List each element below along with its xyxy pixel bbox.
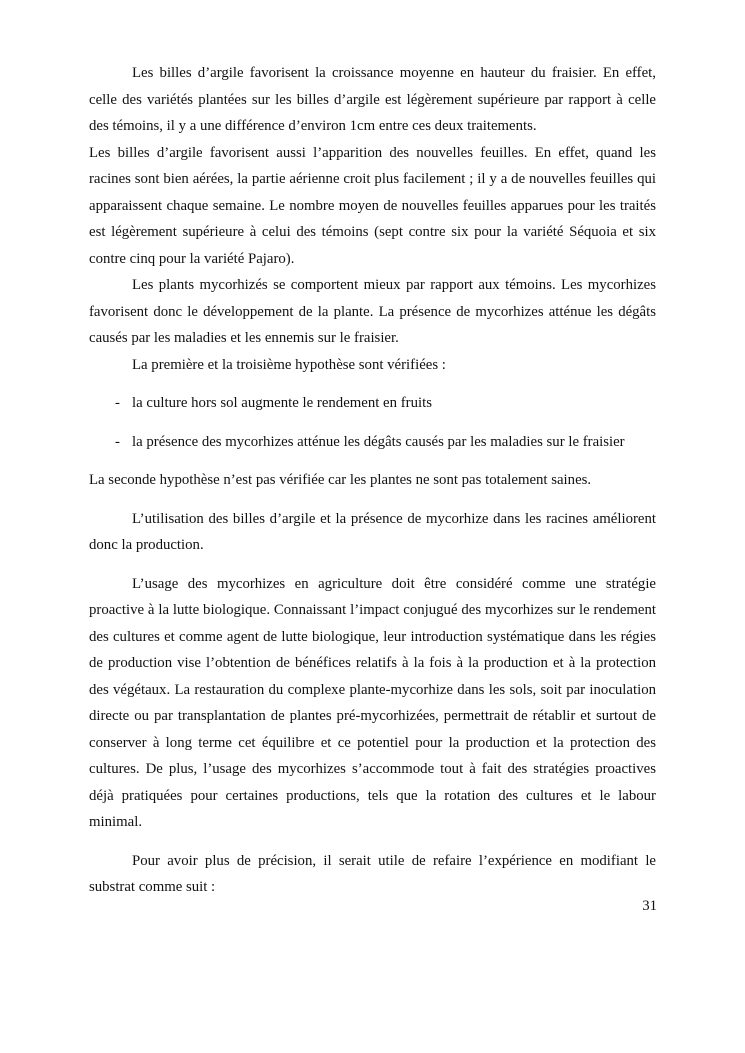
paragraph: Les billes d’argile favorisent la croissance moyenne en hauteur du fraisier. En effet, celle des variétés plantées sur les billes d’argile est légèrement supérieure par rapport à celle des témoins, il y a une différence d’environ 1cm entre ces deux traitements.	[89, 65, 656, 134]
page-number: 31	[642, 898, 657, 914]
paragraph: Pour avoir plus de précision, il serait utile de refaire l’expérience en modifiant le substrat comme suit :	[89, 852, 656, 895]
paragraph: Les billes d’argile favorisent aussi l’apparition des nouvelles feuilles. En effet, quand les racines sont bien aérées, la partie aérienne croit plus facilement ; il y a de nouvelles feuilles qui apparaissent chaque semaine. Le nombre moyen de nouvelles feuilles apparues pour les traités est légèrement supérieure à celui des témoins (sept contre six pour la variété Séquoia et six contre cinq pour la variété Pajaro).	[89, 144, 656, 267]
paragraph: La seconde hypothèse n’est pas vérifiée car les plantes ne sont pas totalement saines.	[89, 472, 592, 488]
list-dash-marker: -	[115, 395, 120, 411]
list-dash-marker: -	[115, 433, 120, 450]
paragraph: Les plants mycorhizés se comportent mieux par rapport aux témoins. Les mycorhizes favorisent donc le développement de la plante. La présence de mycorhizes atténue les dégâts causés par les maladies et les ennemis sur le fraisier.	[89, 277, 656, 346]
list-item-text: la culture hors sol augmente le rendement en fruits	[132, 395, 432, 411]
paragraph: L’utilisation des billes d’argile et la présence de mycorhize dans les racines améliorent donc la production.	[89, 510, 656, 553]
list-item	[89, 390, 656, 417]
list-item-text: la présence des mycorhizes atténue les dégâts causés par les maladies sur le fraisier	[132, 433, 625, 450]
list-item	[89, 429, 656, 456]
paragraph-hypotheses-intro: La première et la troisième hypothèse sont vérifiées :	[132, 356, 446, 373]
page-body	[89, 60, 656, 901]
paragraph: L’usage des mycorhizes en agriculture doit être considéré comme une stratégie proactive à la lutte biologique. Connaissant l’impact conjugué des mycorhizes sur le rendement des cultures et comme agent de lutte biologique, leur introduction systématique dans les régies de production vise l’obtention de bénéfices relatifs à la fois à la production et à la protection des végétaux. La restauration du complexe plante-mycorhize dans les sols, soit par inoculation directe ou par transplantation de plantes pré-mycorhizées, permettrait de rétablir et surtout de conserver à long terme cet équilibre et ce potentiel pour la production et la protection des cultures. De plus, l’usage des mycorhizes s’accommode tout à fait des stratégies proactives déjà pratiquées pour certaines productions, tels que la rotation des cultures et le labour minimal.	[89, 575, 656, 830]
